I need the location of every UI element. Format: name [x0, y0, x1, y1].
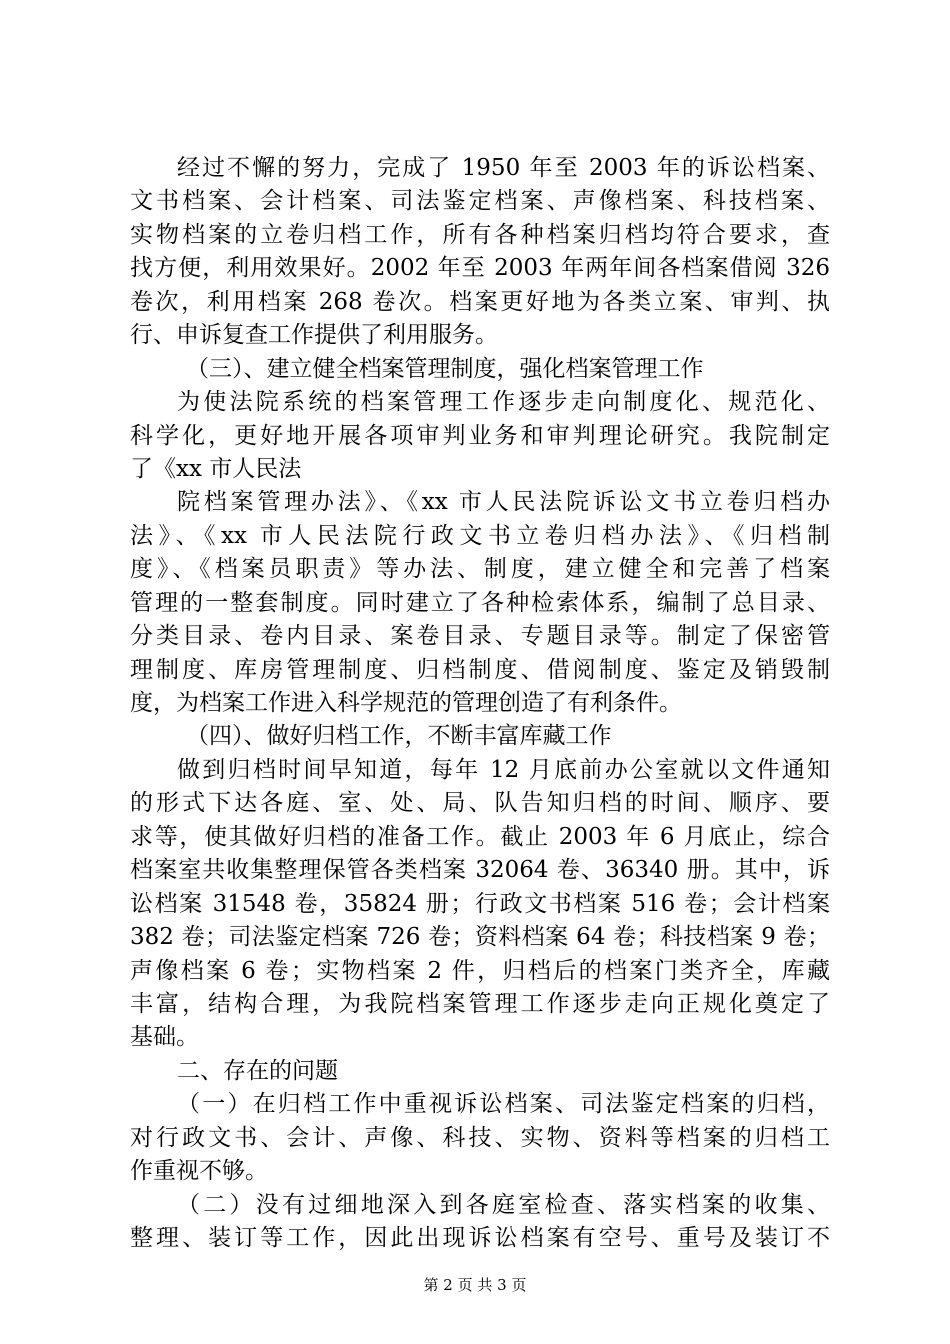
section-heading: 二、存在的问题	[177, 1057, 338, 1084]
document-body	[130, 152, 830, 1255]
text-line: 求等，使其做好归档的准备工作。截止 2003 年 6 月底止，综合	[130, 823, 830, 850]
text-line: （二）没有过细地深入到各庭室检查、落实档案的收集、	[177, 1191, 830, 1218]
text-line: 整理、装订等工作，因此出现诉讼档案有空号、重号及装订不	[130, 1225, 830, 1251]
section-heading: （三）、建立健全档案管理制度，强化档案管理工作	[186, 355, 704, 382]
text-line: 382 卷；司法鉴定档案 726 卷；资料档案 64 卷；科技档案 9 卷；	[130, 924, 830, 951]
section-heading: （四）、做好归档工作，不断丰富库藏工作	[186, 723, 612, 750]
text-line: 文书档案、会计档案、司法鉴定档案、声像档案、科技档案、	[130, 188, 830, 215]
text-line: 对行政文书、会计、声像、科技、实物、资料等档案的归档工	[130, 1124, 830, 1151]
page-number-footer: 第 2 页 共 3 页	[423, 1276, 527, 1294]
text-line: 分类目录、卷内目录、案卷目录、专题目录等。制定了保密管	[130, 623, 830, 650]
text-line: 卷次，利用档案 268 卷次。档案更好地为各类立案、审判、执	[130, 288, 830, 315]
text-line: 声像档案 6 卷；实物档案 2 件，归档后的档案门类齐全，库藏	[130, 957, 830, 984]
text-line: 度》、《档案员职责》等办法、制度，建立健全和完善了档案	[130, 556, 830, 583]
text-line: 实物档案的立卷归档工作，所有各种档案归档均符合要求，查	[130, 221, 830, 248]
text-line: （一）在归档工作中重视诉讼档案、司法鉴定档案的归档，	[177, 1091, 830, 1118]
text-line: 讼档案 31548 卷，35824 册；行政文书档案 516 卷；会计档案	[130, 890, 830, 917]
text-line: 基础。	[130, 1024, 199, 1051]
text-line: 做到归档时间早知道，每年 12 月底前办公室就以文件通知	[177, 756, 830, 783]
text-line: 管理的一整套制度。同时建立了各种检索体系，编制了总目录、	[130, 589, 830, 616]
text-line: 理制度、库房管理制度、归档制度、借阅制度、鉴定及销毁制	[130, 656, 830, 683]
text-line: 的形式下达各庭、室、处、局、队告知归档的时间、顺序、要	[130, 790, 830, 817]
text-line: 院档案管理办法》、《xx 市人民法院诉讼文书立卷归档办	[177, 489, 830, 516]
text-line: 了《xx 市人民法	[130, 455, 302, 482]
text-line: 经过不懈的努力，完成了 1950 年至 2003 年的诉讼档案、	[177, 155, 830, 181]
text-line: 行、申诉复查工作提供了利用服务。	[130, 322, 498, 349]
text-line: 档案室共收集整理保管各类档案 32064 卷、36340 册。其中，诉	[130, 857, 830, 884]
text-line: 作重视不够。	[130, 1158, 268, 1185]
text-line: 度，为档案工作进入科学规范的管理创造了有利条件。	[130, 690, 682, 716]
text-line: 科学化，更好地开展各项审判业务和审判理论研究。我院制定	[130, 422, 830, 449]
text-line: 找方便，利用效果好。2002 年至 2003 年两年间各档案借阅 326	[130, 255, 830, 282]
text-line: 为使法院系统的档案管理工作逐步走向制度化、规范化、	[177, 389, 830, 416]
text-line: 丰富，结构合理，为我院档案管理工作逐步走向正规化奠定了	[130, 990, 830, 1017]
text-line: 法》、《xx 市人民法院行政文书立卷归档办法》、《归档制	[130, 522, 830, 549]
